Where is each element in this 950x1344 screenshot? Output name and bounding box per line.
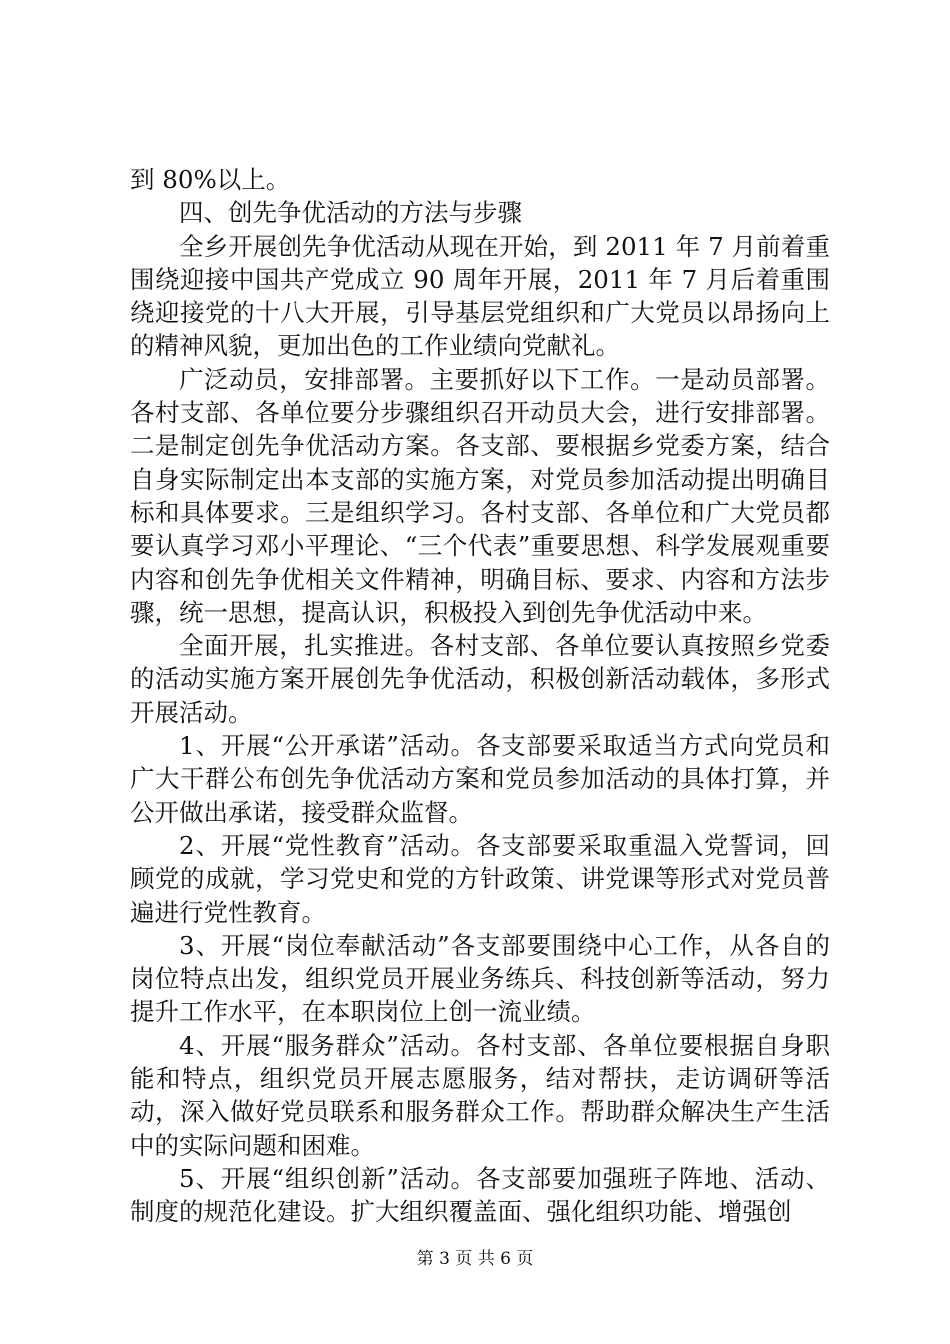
paragraph-5: 全面开展，扎实推进。各村支部、各单位要认真按照乡党委的活动实施方案开展创先争优活动，积极创新活动载体，多形式开展活动。 <box>130 631 830 727</box>
list-item-2: 2、开展“党性教育”活动。各支部要采取重温入党誓词，回顾党的成就，学习党史和党的方针政策、讲党课等形式对党员普遍进行党性教育。 <box>130 830 830 927</box>
list-item-1: 1、开展“公开承诺”活动。各支部要采取适当方式向党员和广大干群公布创先争优活动方案和党员参加活动的具体打算，并公开做出承诺，接受群众监督。 <box>130 731 830 827</box>
list-item-4: 4、开展“服务群众”活动。各村支部、各单位要根据自身职能和特点，组织党员开展志愿服务，结对帮扶，走访调研等活动，深入做好党员联系和服务群众工作。帮助群众解决生产生活中的实际问题和困难。 <box>130 1030 830 1160</box>
list-item-5: 5、开展“组织创新”活动。各支部要加强班子阵地、活动、制度的规范化建设。扩大组织覆盖面、强化组织功能、增强创 <box>130 1163 830 1227</box>
list-item-3: 3、开展“岗位奉献活动”各支部要围绕中心工作，从各自的岗位特点出发，组织党员开展业务练兵、科技创新等活动，努力提升工作水平，在本职岗位上创一流业绩。 <box>130 930 830 1027</box>
paragraph-4: 广泛动员，安排部署。主要抓好以下工作。一是动员部署。各村支部、各单位要分步骤组织召开动员大会，进行安排部署。二是制定创先争优活动方案。各支部、要根据乡党委方案，结合自身实际制定出本支部的实施方案，对党员参加活动提出明确目标和具体要求。三是组织学习。各村支部、各单位和广大党员都要认真学习邓小平理论、“三个代表”重要思想、科学发展观重要内容和创先争优相关文件精神，明确目标、要求、内容和方法步骤，统一思想，提高认识，积极投入到创先争优活动中来。 <box>130 364 830 627</box>
paragraph-1: 到 80%以上。 <box>130 165 291 194</box>
page-footer: 第 3 页 共 6 页 <box>416 1249 534 1269</box>
paragraph-3: 全乡开展创先争优活动从现在开始，到 2011 年 7 月前着重围绕迎接中国共产党成立 90 周年开展，2011 年 7 月后着重围绕迎接党的十八大开展，引导基层党组织和广大党员以昂扬向上的精神风貌，更加出色的工作业绩向党献礼。 <box>130 231 830 361</box>
section-heading: 四、创先争优活动的方法与步骤 <box>179 198 522 228</box>
document-body <box>130 163 830 1229</box>
